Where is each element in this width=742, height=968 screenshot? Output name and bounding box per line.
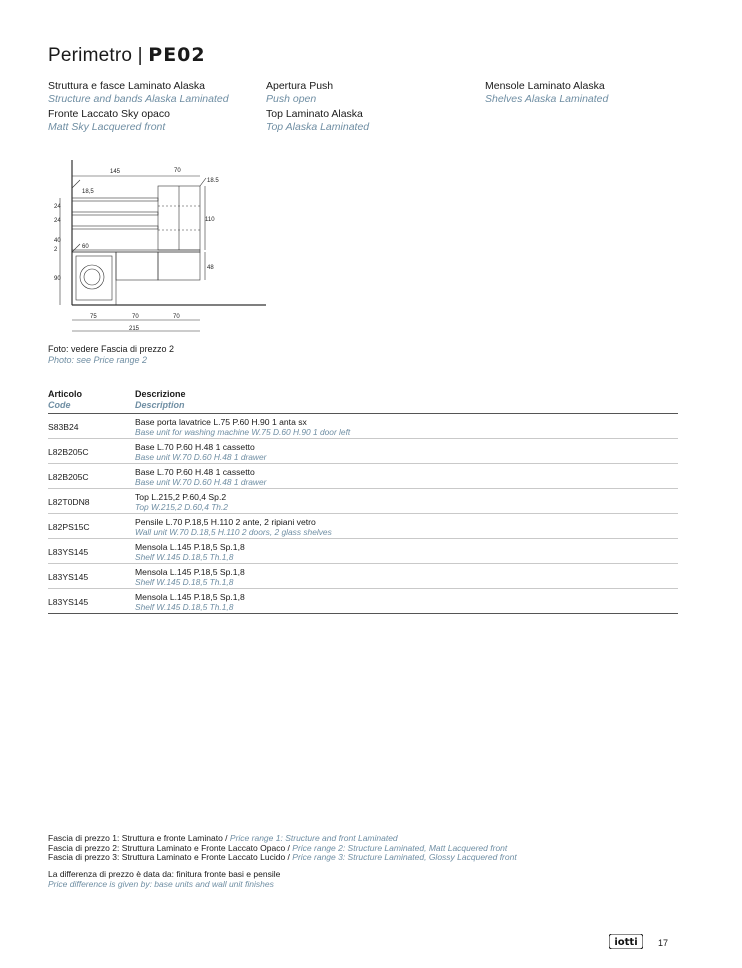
page-number: 17 [658,938,669,948]
spec-shelves [485,80,608,106]
spec-top [266,108,369,134]
row-code: L83YS145 [48,589,135,614]
dim-h-90: 90 [54,276,61,282]
row-description-it: Base L.70 P.60 H.48 1 cassetto [135,441,255,452]
spec-front-en: Matt Sky Lacquered front [48,121,166,133]
row-description-en: Top W.215,2 D.60,4 Th.2 [135,501,228,512]
price-range-2: Fascia di prezzo 2: Struttura Laminato e Fronte Laccato Opaco / Price range 2: Structure Laminated, Matt Lacquered front [48,842,508,853]
row-description-it: Top L.215,2 P.60,4 Sp.2 [135,491,227,502]
table-row [48,514,678,539]
row-code: L83YS145 [48,564,135,589]
photo-note-it: Foto: vedere Fascia di prezzo 2 [48,344,175,354]
dim-bottom-70b: 70 [173,314,180,320]
spec-opening [266,80,333,106]
spec-shelves-it: Mensole Laminato Alaska [485,80,605,92]
row-description [135,539,678,564]
price-range-notes [48,834,517,863]
row-description-en: Wall unit W.70 D.18,5 H.110 2 doors, 2 glass shelves [135,526,332,537]
row-description-it: Mensola L.145 P.18,5 Sp.1,8 [135,591,245,602]
dim-h-40: 40 [54,238,61,244]
spec-shelves-en: Shelves Alaska Laminated [485,93,609,105]
dim-top-145: 145 [110,169,121,175]
dim-h-24b: 24 [54,218,61,224]
table-row [48,539,678,564]
row-description-it: Pensile L.70 P.18,5 H.110 2 ante, 2 ripiani vetro [135,516,316,527]
table-row [48,464,678,489]
row-code: L83YS145 [48,539,135,564]
dim-bottom-215: 215 [129,326,140,332]
table-row [48,489,678,514]
dim-depth-185a: 18,5 [82,189,94,195]
title-name: Perimetro [48,45,133,66]
header-description-it: Descrizione [135,389,186,399]
row-description [135,564,678,589]
row-code: L82PS15C [48,514,135,539]
row-description-it: Mensola L.145 P.18,5 Sp.1,8 [135,566,245,577]
header-description-en: Description [135,400,185,410]
row-description [135,489,678,514]
dim-top-70: 70 [174,168,181,174]
title-separator: | [137,45,143,66]
row-description-en: Shelf W.145 D.18,5 Th.1,8 [135,576,234,587]
row-description [135,464,678,489]
dim-h-48: 48 [207,265,214,271]
svg-text:iotti: iotti [614,937,638,948]
iotti-logo [609,934,643,949]
spec-structure-it: Struttura e fasce Laminato Alaska [48,80,206,92]
price-range-3: Fascia di prezzo 3: Struttura Laminato e Fronte Laccato Lucido / Price range 3: Structure Laminated, Glossy Lacquered front [48,852,517,862]
price-difference-note [48,870,280,889]
spec-structure-en: Structure and bands Alaska Laminated [48,93,229,105]
row-description-it: Base L.70 P.60 H.48 1 cassetto [135,466,255,477]
title-code: PE02 [148,44,206,66]
table-row [48,439,678,464]
row-description-en: Base unit for washing machine W.75 D.60 H.90 1 door left [135,426,351,437]
spec-top-it: Top Laminato Alaska [266,108,363,120]
header-code [48,389,135,414]
spec-front-it: Fronte Laccato Sky opaco [48,108,170,120]
row-description [135,514,678,539]
price-range-1: Fascia di prezzo 1: Struttura e fronte Laminato / Price range 1: Structure and front Laminated [48,833,398,843]
row-description-en: Base unit W.70 D.60 H.48 1 drawer [135,476,267,487]
row-description [135,414,678,439]
dim-depth-185b: 18.5 [207,178,219,184]
row-description-en: Shelf W.145 D.18,5 Th.1,8 [135,601,234,612]
table-row [48,589,678,614]
spec-opening-it: Apertura Push [266,80,334,92]
table-row [48,414,678,439]
dim-h-24a: 24 [54,204,61,210]
price-difference-en: Price difference is given by: base units and wall unit finishes [48,878,274,889]
spec-opening-en: Push open [266,93,317,105]
dim-bottom-70a: 70 [132,314,139,320]
header-code-it: Articolo [48,389,83,399]
price-difference-it: La differenza di prezzo è data da: finitura fronte basi e pensile [48,869,281,879]
page-title [48,44,206,67]
photo-note-en: Photo: see Price range 2 [48,355,148,365]
table-header-row [48,389,678,414]
dim-bottom-75: 75 [90,314,97,320]
row-description-en: Shelf W.145 D.18,5 Th.1,8 [135,551,234,562]
dim-h-2: 2 [54,247,58,253]
row-description-en: Base unit W.70 D.60 H.48 1 drawer [135,451,267,462]
row-code: L82B205C [48,464,135,489]
row-code: L82T0DN8 [48,489,135,514]
spec-structure [48,80,229,106]
article-table [48,389,678,614]
technical-drawing [52,158,272,338]
header-description [135,389,678,414]
header-code-en: Code [48,400,71,410]
spec-front [48,108,170,134]
dim-h-60: 60 [82,244,89,250]
row-code: S83B24 [48,414,135,439]
row-description-it: Base porta lavatrice L.75 P.60 H.90 1 anta sx [135,416,307,427]
dim-h-110: 110 [205,217,215,223]
spec-top-en: Top Alaska Laminated [266,121,370,133]
photo-note [48,344,174,366]
row-description [135,439,678,464]
row-description-it: Mensola L.145 P.18,5 Sp.1,8 [135,541,245,552]
row-description [135,589,678,614]
table-row [48,564,678,589]
row-code: L82B205C [48,439,135,464]
